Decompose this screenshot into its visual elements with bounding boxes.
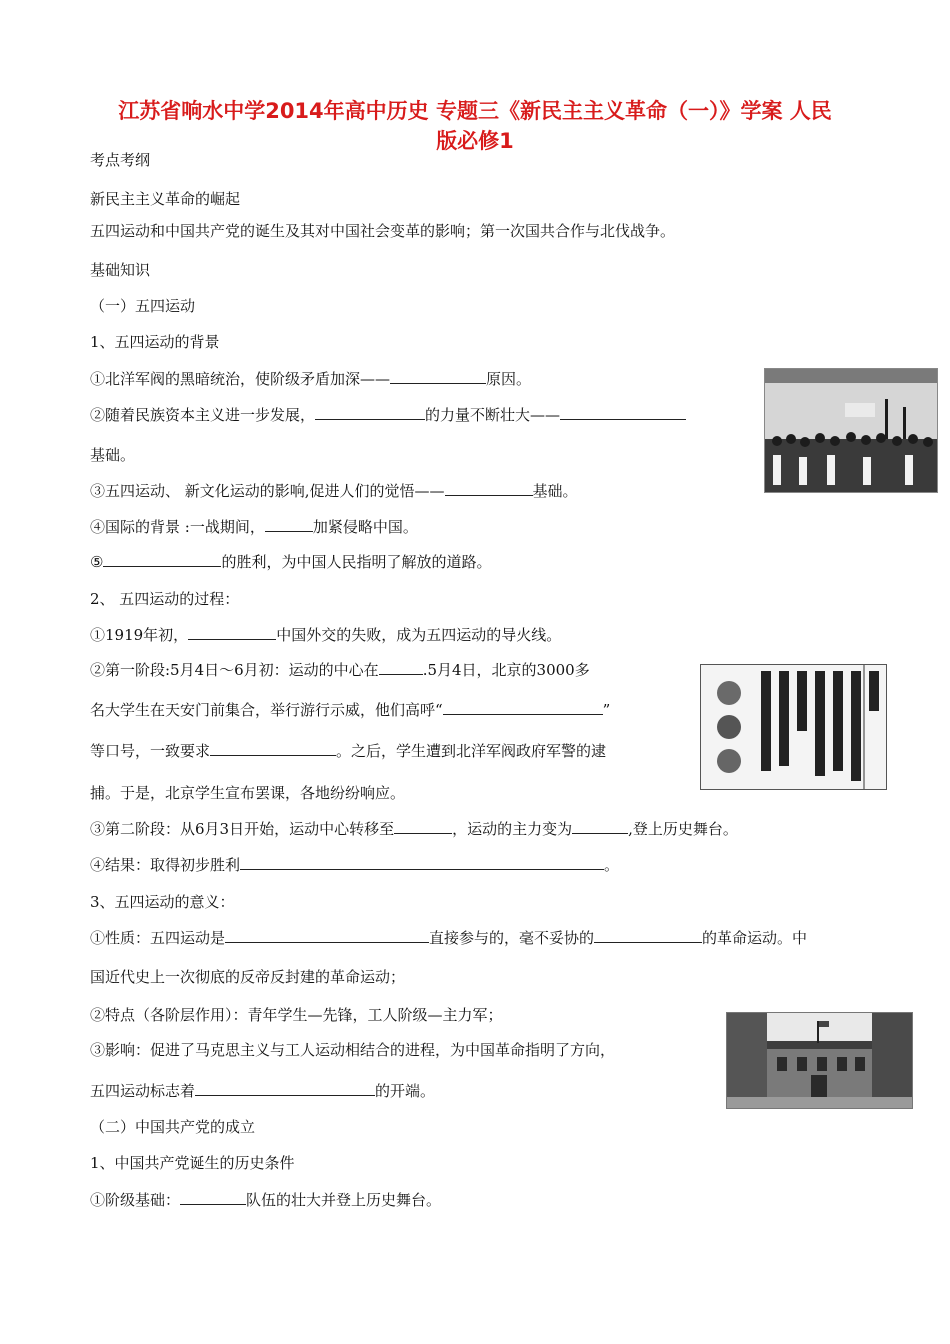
question-line <box>90 819 738 839</box>
question-line <box>90 625 561 645</box>
question-line <box>90 552 491 572</box>
answer-blank[interactable] <box>103 552 221 567</box>
answer-blank[interactable] <box>572 819 628 834</box>
answer-blank[interactable] <box>390 369 486 384</box>
section-heading: 基础知识 <box>90 261 151 279</box>
answer-blank[interactable] <box>394 819 452 834</box>
text: 中国外交的失败，成为五四运动的导火线。 <box>276 626 562 644</box>
section-heading: 新民主主义革命的崛起 <box>90 190 241 208</box>
section-heading: 2、 五四运动的过程： <box>90 590 240 608</box>
section-heading: 1、中国共产党诞生的历史条件 <box>90 1154 295 1172</box>
paragraph: ③影响：促进了马克思主义与工人运动相结合的进程，为中国革命指明了方向， <box>90 1041 616 1059</box>
answer-blank[interactable] <box>379 660 423 675</box>
answer-blank[interactable] <box>240 855 604 870</box>
answer-blank[interactable] <box>188 625 276 640</box>
question-line <box>90 928 807 948</box>
question-line <box>90 1081 435 1101</box>
text: ②随着民族资本主义进一步发展， <box>90 406 316 424</box>
answer-blank[interactable] <box>180 1190 246 1205</box>
answer-blank[interactable] <box>195 1081 375 1096</box>
section-heading: （二）中国共产党的成立 <box>90 1118 256 1136</box>
answer-blank[interactable] <box>560 405 686 420</box>
question-line <box>90 660 590 680</box>
text: ②第一阶段:5月4日～6月初：运动的中心在 <box>90 661 379 679</box>
text: 原因。 <box>486 370 532 388</box>
section-heading: 1、五四运动的背景 <box>90 333 220 351</box>
text: ③五四运动、 新文化运动的影响,促进人们的觉悟—— <box>90 482 445 500</box>
question-line <box>90 1190 441 1210</box>
text: ⑤ <box>90 553 104 571</box>
question-line <box>90 741 606 761</box>
text: 。之后，学生遭到北洋军阀政府军警的逮 <box>336 742 607 760</box>
text: ,登上历史舞台。 <box>628 820 738 838</box>
text: ③第二阶段：从6月3日开始，运动中心转移至 <box>90 820 395 838</box>
answer-blank[interactable] <box>265 517 313 532</box>
answer-blank[interactable] <box>594 928 702 943</box>
answer-blank[interactable] <box>210 741 336 756</box>
section-heading: 3、五四运动的意义： <box>90 893 235 911</box>
text: 加紧侵略中国。 <box>312 518 418 536</box>
question-line <box>90 369 531 389</box>
text: ” <box>602 701 611 719</box>
red-building-photo <box>726 1012 913 1109</box>
text: ①1919年初， <box>90 626 189 644</box>
question-line <box>90 405 686 425</box>
question-line <box>90 481 578 501</box>
text: 的力量不断壮大—— <box>425 406 561 424</box>
section-heading: （一）五四运动 <box>90 297 196 315</box>
text: ，运动的主力变为 <box>452 820 573 838</box>
title-line-1: 江苏省响水中学2014年高中历史 专题三《新民主主义革命（一）》学案 人民 <box>118 99 832 123</box>
paragraph: 捕。于是，北京学生宣布罢课，各地纷纷响应。 <box>90 784 406 802</box>
newspaper-clipping <box>700 664 887 790</box>
text: 名大学生在天安门前集合，举行游行示威，他们高呼“ <box>90 701 443 719</box>
question-line <box>90 855 619 875</box>
paragraph: ②特点（各阶层作用）：青年学生—先锋，工人阶级—主力军； <box>90 1006 503 1024</box>
paragraph: 五四运动和中国共产党的诞生及其对中国社会变革的影响；第一次国共合作与北伐战争。 <box>90 222 676 240</box>
question-line <box>90 700 610 720</box>
paragraph: 国近代史上一次彻底的反帝反封建的革命运动； <box>90 968 406 986</box>
text: 的革命运动。中 <box>702 929 808 947</box>
answer-blank[interactable] <box>443 700 603 715</box>
answer-blank[interactable] <box>225 928 429 943</box>
page-title <box>80 96 870 156</box>
may-fourth-protest-photo <box>764 368 938 493</box>
text: ①性质：五四运动是 <box>90 929 226 947</box>
text: 直接参与的，毫不妥协的 <box>429 929 595 947</box>
text: 基础。 <box>532 482 578 500</box>
text: ④国际的背景 :一战期间， <box>90 518 265 536</box>
text: 等口号，一致要求 <box>90 742 211 760</box>
text: 的胜利，为中国人民指明了解放的道路。 <box>221 553 492 571</box>
text: 。 <box>604 856 620 874</box>
section-heading: 考点考纲 <box>90 151 151 169</box>
title-line-2: 版必修1 <box>436 129 514 153</box>
text: ④结果：取得初步胜利 <box>90 856 241 874</box>
text: ①北洋军阀的黑暗统治，使阶级矛盾加深—— <box>90 370 391 388</box>
text: .5月4日，北京的3000多 <box>422 661 590 679</box>
text: 的开端。 <box>375 1082 436 1100</box>
answer-blank[interactable] <box>315 405 425 420</box>
paragraph: 基础。 <box>90 446 136 464</box>
question-line <box>90 517 418 537</box>
answer-blank[interactable] <box>445 481 533 496</box>
text: 队伍的壮大并登上历史舞台。 <box>246 1191 442 1209</box>
text: 五四运动标志着 <box>90 1082 196 1100</box>
text: ①阶级基础： <box>90 1191 181 1209</box>
